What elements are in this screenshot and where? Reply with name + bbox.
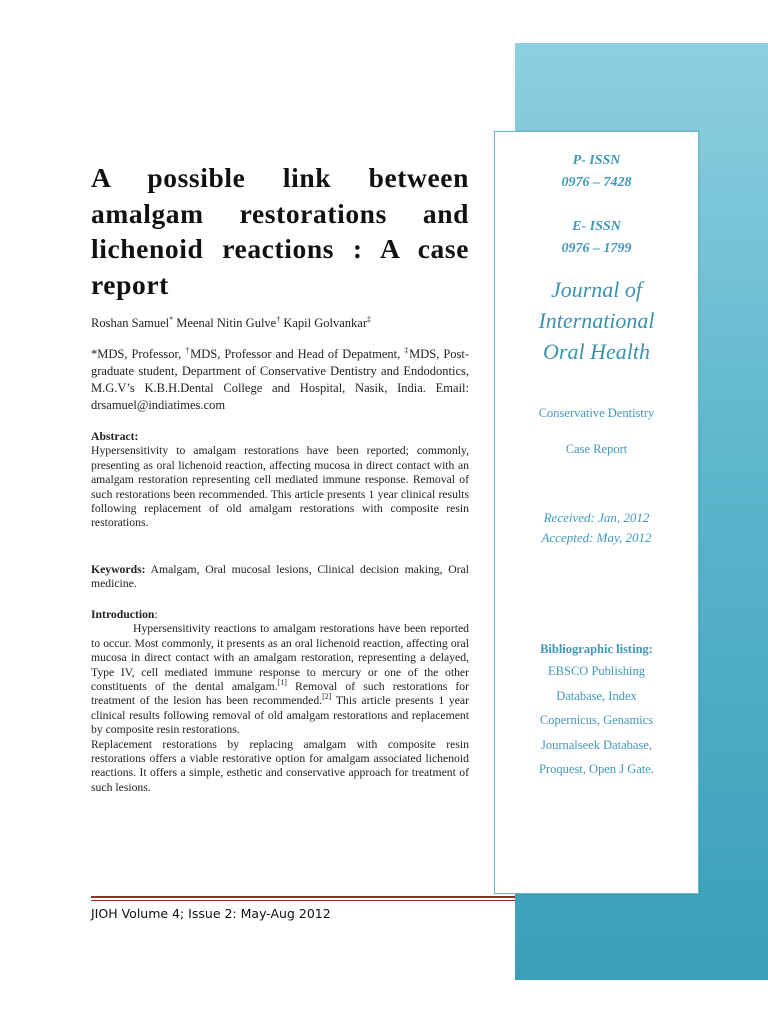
affiliation-mark: ‡ (404, 345, 410, 355)
abstract-text: Hypersensitivity to amalgam restorations have been reported; commonly, presenting as oral lichenoid reaction, affecting mucosa in direct contact with an amalgam restoration representing cell mediated immune response. Removal of such restorations been recommended. This article presents 1 year clinical results following replacement of old amalgam restorations with composite resin restorations. (91, 444, 469, 530)
author-mark: ‡ (367, 314, 372, 324)
p-issn-label: P- ISSN (572, 153, 621, 168)
bibliographic-line: Proquest, Open J Gate. (539, 762, 654, 776)
article-type-label: Case Report (565, 442, 628, 456)
bibliographic-list (495, 659, 698, 782)
bibliographic-line: Copernicus, Genamics (539, 713, 654, 727)
bibliographic-title: Bibliographic listing: (540, 642, 653, 656)
introduction-paragraph (91, 622, 469, 737)
introduction-paragraph: Replacement restorations by replacing amalgam with composite resin restorations offers a viable restorative option for amalgam associated lichenoid reactions. It offers a simple, esthetic and conservative approach for treatment of such lesions. (91, 737, 469, 794)
footer-rule (91, 900, 515, 901)
keywords-text: Amalgam, Oral mucosal lesions, Clinical decision making, Oral medicine. (91, 563, 469, 591)
author-name: Roshan Samuel (91, 316, 170, 330)
introduction-section (91, 608, 469, 795)
e-issn-number: 0976 – 1799 (561, 241, 632, 256)
citation-ref[interactable]: [1] (277, 678, 287, 688)
author-mark: † (276, 314, 281, 324)
article-title: A possible link between amalgam restorations and lichenoid reactions : A case report (91, 162, 469, 300)
footer-rule (91, 896, 515, 898)
p-issn-number: 0976 – 7428 (561, 175, 632, 190)
paragraph-text: Hypersensitivity reactions to amalgam restorations have been reported to occur. Most commonly, it presents as an oral lichenoid reaction, affecting oral mucosa in direct contact with an amalgam restoration, representing a delayed, Type IV, cell mediated immune response to mercury or one of the other constituents of the dental amalgam. (91, 622, 469, 694)
affiliation-mark: † (185, 345, 191, 355)
affiliation-text: MDS, Post-graduate student, Department of Conservative Dentistry and Endodontics, M.G.V’s K.B.H.Dental College and Hospital, Nasik, India. Email: drsamuel@indiatimes.com (91, 347, 470, 412)
footer-citation: JIOH Volume 4; Issue 2: May-Aug 2012 (91, 906, 331, 921)
paragraph-text: This article presents 1 year clinical results following removal of old amalgam restorations and replacement by composite resin restorations. (91, 694, 469, 737)
keywords-section (91, 563, 469, 592)
author-mark: * (169, 314, 174, 324)
affiliation-text: MDS, Professor and Head of Depatment, (190, 347, 405, 361)
journal-info-card (494, 131, 699, 894)
issn-block (495, 150, 698, 260)
author-list (91, 316, 471, 331)
introduction-heading: Introduction (91, 608, 155, 621)
bibliographic-line: EBSCO Publishing (548, 664, 645, 678)
bibliographic-line: Database, Index (556, 688, 637, 703)
journal-name-line: Journal of (550, 277, 643, 302)
paragraph-text: Removal of such restorations for treatment of the lesion has been recommended. (91, 680, 469, 708)
author-affiliations (91, 346, 469, 414)
bibliographic-line: Journalseek Database, (540, 737, 653, 752)
abstract-heading: Abstract: (91, 430, 139, 443)
accepted-date: Accepted: May, 2012 (541, 530, 652, 545)
dates-block (495, 508, 698, 548)
author-name: Meenal Nitin Gulve (173, 316, 277, 330)
author-name: Kapil Golvankar (280, 316, 368, 330)
specialty-label: Conservative Dentistry (538, 406, 655, 420)
journal-name-line: Oral Health (543, 339, 650, 364)
affiliation-text: *MDS, Professor, (91, 347, 186, 361)
keywords-heading: Keywords: (91, 563, 146, 576)
journal-name (495, 274, 698, 367)
e-issn-label: E- ISSN (572, 219, 621, 234)
abstract-section (91, 430, 469, 531)
received-date: Received: Jan, 2012 (543, 510, 650, 525)
introduction-colon: : (154, 608, 158, 621)
citation-ref[interactable]: [2] (322, 692, 332, 702)
journal-name-line: International (538, 308, 655, 333)
